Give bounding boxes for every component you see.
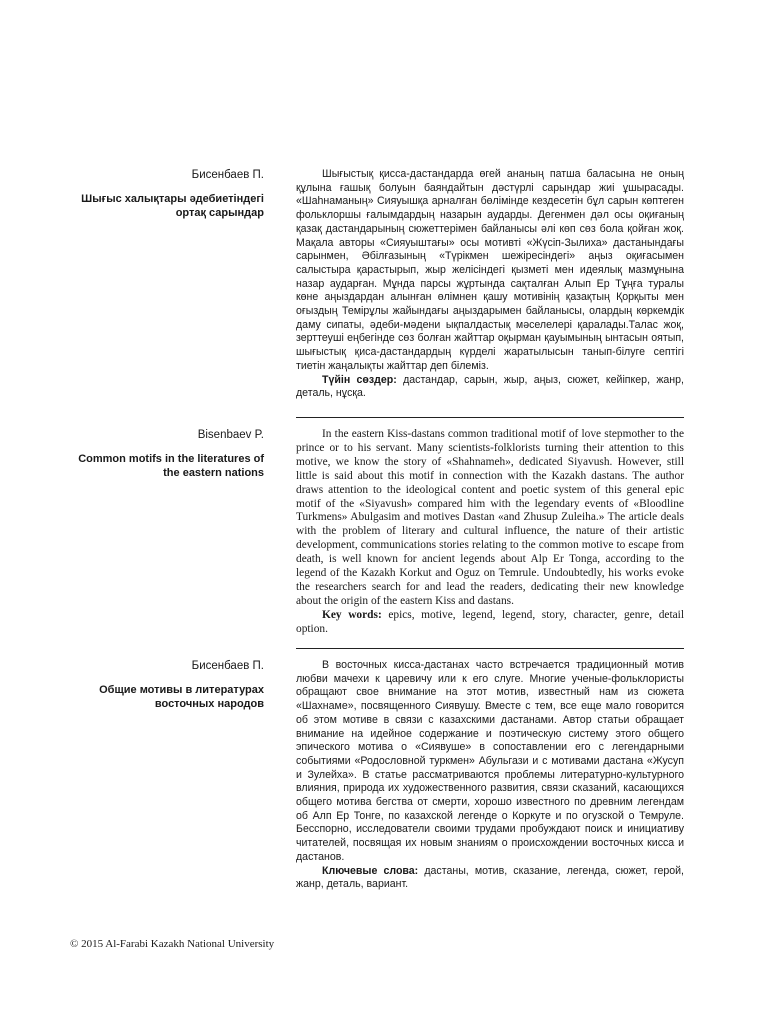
keywords-label: Ключевые слова: — [322, 864, 419, 877]
abstract-text — [296, 428, 684, 637]
keywords-list: дастандар, сарын, жыр, аңыз, сюжет, кейіпкер, жанр, деталь, нұсқа. — [296, 373, 684, 400]
author-name: Бисенбаев П. — [191, 169, 264, 181]
keywords-label: Key words: — [322, 608, 382, 621]
article-title: Общие мотивы в литературах восточных народов — [99, 684, 264, 710]
article-title: Common motifs in the literatures of the eastern nations — [78, 453, 264, 479]
section-meta — [70, 428, 264, 480]
author-name: Bisenbaev P. — [197, 429, 264, 441]
section-meta — [70, 168, 264, 220]
section-divider — [296, 648, 684, 649]
author-name: Бисенбаев П. — [191, 660, 264, 672]
abstract-paragraph: В восточных кисса-дастанах часто встречается традиционный мотив любви мачехи к царевичу или к его слуге. Многие ученые-фольклористы обращают свое внимание на этот мотив, известный нам из сюжета «Шахнаме», посвященного Сиявушу. Вместе с тем, все еще мало говорится об этом мотиве в связи с казахскими дастанами. Автор статьи обращает внимание на идейное содержание и поэтическую систему этого общего эпического мотива о «Сиявуше» в сопоставлении его с легендарными событиями «Родословной туркмен» Абульгази и с мотивами дастана «Жусуп и Зулейха». В статье рассматриваются проблемы литературно-культурного влияния, природа их художественного развития, связи сказаний, касающихся общего мотива бегства от смерти, хорошо известного по древним легендам об Алп Ер Тонге, по казахской легенде о Коркуте и по огузской о Темруле. Бесспорно, исследователи своими трудами пробуждают поиск и инициативу читателей, посвящая их новым знаниям о происхождении восточных кисса и дастанов. — [296, 659, 684, 863]
keywords-line — [296, 374, 684, 401]
abstract-paragraph: In the eastern Kiss-dastans common traditional motif of love stepmother to the prince or to his servant. Many scientists-folklorists turning their attention to this motive, we know the story of «Shahnameh», dedicated Siyavush. However, still little is said about this motif in connection with the Kazakh dastans. The author draws attention to the ideological content and poetic system of this general epic motif of the «Siyavush» compared him with the legendary events of «Bloodline Turkmens» Abulgasim and motives Dastan «and Zhusup Zuleiha.» The article deals with the problem of literary and cultural influence, the nature of their artistic development, communications stories relating to the common motive to escape from death, is well known for ancient legends about Alp Er Tonga, according to the legend of the Kazakh Korkut and Oguz on Temrule. Undoubtedly, his works evoke the researchers search for and lead the readers, dedicating their new knowledge about the origin of the eastern Kiss and dastans. — [296, 428, 684, 607]
section-divider — [296, 417, 684, 418]
copyright-footer: © 2015 Al-Farabi Kazakh National University — [70, 938, 275, 950]
abstract-text — [296, 659, 684, 892]
keywords-list: дастаны, мотив, сказание, легенда, сюжет, герой, жанр, деталь, вариант. — [296, 864, 684, 891]
keywords-line — [296, 865, 684, 892]
keywords-label: Түйін сөздер: — [322, 373, 397, 386]
section-meta — [70, 659, 264, 711]
abstract-text — [296, 168, 684, 401]
article-title: Шығыс халықтары әдебиетіндегі ортақ сарындар — [81, 193, 264, 219]
abstract-paragraph: Шығыстық қисса-дастандарда өгей ананың патша баласына не оның құлына ғашық болуын баяндайтын дәстүрлі сарындар жиі ұшырасады. «Шаһнаманың» Сияуышқа арналған бөлімінде кездесетін бұл сарын көптеген фольклоршы ғалымдардың назарын аударды. Дегенмен дәл осы оқиғаның қазақ дастандарының сюжеттерімен байланысы әлі көп сөз бола қойған жоқ. Мақала авторы «Сияуыштағы» осы мотивті «Жүсіп-Зылиха» дастанындағы сарынмен, Әбілғазының «Түрікмен шежіресіндегі» аңыз оқиғасымен салыстыра қарастырып, жыр желісіндегі қызметі мен идеялық мазмұнына назар аударған. Мұнда парсы жұртында сақталған Алып Ер Тұңға туралы көне аңыздардан алынған өлімнен қашу мотивінің қазақтың Қорқыты мен оғыздың Темірұлы жайындағы аңыздарымен байланысы, олардың көркемдік даму сипаты, әдеби-мәдени ықпалдастық мәселелері қаралады.Талас жоқ, зерттеуші еңбегінде сөз болған жайттар оқырман қауымының ынтасын оятып, шығыстық қиса-дастандардың күрделі жаратылысын танып-білуге септігі тиетін жаңалықты жайттар деп білеміз. — [296, 168, 684, 372]
keywords-line — [296, 609, 684, 637]
keywords-list: epics, motive, legend, legend, story, character, genre, detail option. — [296, 608, 684, 635]
